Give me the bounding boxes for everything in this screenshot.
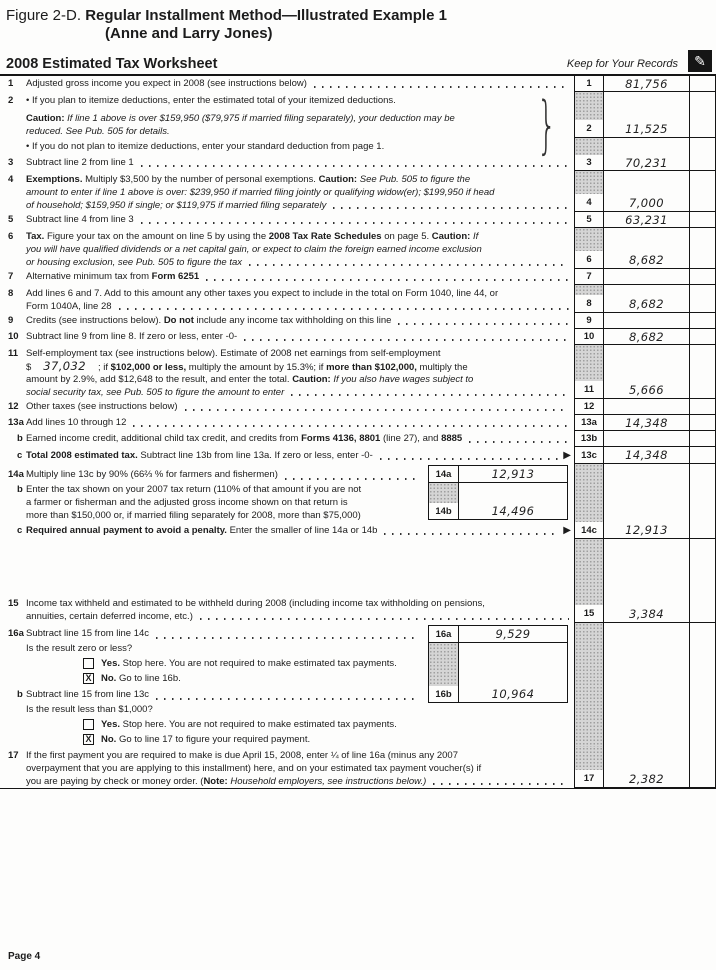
line-2-caution-1: Caution: If line 1 above is over $159,950 ($79,975 if married filing separately), your deduction may be [26,113,455,124]
line-3-row [0,155,716,171]
line-5-text: Subtract line 4 from line 3 [26,214,134,225]
line-6-amount[interactable]: 8,682 [629,252,664,267]
cents-cell [689,447,715,463]
line-1-text: Adjusted gross income you expect in 2008 (see instructions below) [26,78,307,89]
pencil-icon: ✎ [688,50,712,72]
line-16b-boxnum: 16b [429,686,459,702]
keep-for-records-note: Keep for Your Records [566,58,678,70]
line-6-row: 6 Tax. Figure your tax on the amount on line 5 by using the 2008 Tax Rate Schedules on page 5. Caution: If you will have qualified dividends or a net capital gain, or expect to claim the foreign earned income exclusion or housing exclusion, see Pub. 505 to figure the tax 6 8,682 [0,228,716,269]
line-11-number: 11 [8,348,19,359]
cents-cell [689,251,715,268]
line-7-number: 7 [8,271,14,282]
line-1-number: 1 [8,78,14,89]
self-employment-earnings-entry[interactable]: 37,032 [31,360,98,373]
dot-leader [384,533,558,535]
brace-glyph: } [536,87,557,161]
line-1-boxnum: 1 [574,76,604,91]
line-12-text: Other taxes (see instructions below) [26,401,178,412]
line-13a-row [0,415,716,431]
line-14b-number: b [17,484,23,495]
line-2-row-b [0,138,716,155]
line-14b-amount[interactable]: 14,496 [491,504,535,518]
line-13b-number: b [17,433,23,444]
line-15-boxnum: 15 [574,605,604,622]
line-11-row: 11 Self-employment tax (see instructions below). Estimate of 2008 net earnings from self-employment $ 37,032 ; if $102,000 or less, multiply the amount by 15.3%; if more than $102,000, multiply the amount by 2.9%, add $12,648 to the result, and enter the total. Caution: If you also have wages subject to social security tax, see Pub. 505 to figure the amount to enter 11 5,666 [0,345,716,399]
line-5-boxnum: 5 [574,212,604,227]
line-2-block [0,87,716,161]
line-4-number: 4 [8,174,14,185]
arrow-right-icon: ▶ [563,449,571,461]
line-15-row: 15 Income tax withheld and estimated to be withheld during 2008 (including income tax withholding on pensions, annuities, certain deferred income, etc.) 15 3,384 [0,595,716,623]
line-14c-row [0,522,716,539]
line-5-number: 5 [8,214,14,225]
line-10-text: Subtract line 9 from line 8. If zero or less, enter -0- [26,331,238,342]
line-3-amount[interactable]: 70,231 [625,155,668,170]
cents-cell [689,431,715,446]
checkbox-16a-yes[interactable] [83,658,94,669]
figure-header [0,0,716,43]
line-11-text: Self-employment tax (see instructions below). Estimate of 2008 net earnings from self-employment [26,348,441,359]
line-14c-text: Required annual payment to avoid a penalty. Enter the smaller of line 14a or 14b [26,524,378,536]
dot-leader [141,165,569,167]
line-17-amount[interactable]: 2,382 [629,771,664,786]
line-15-number: 15 [8,598,19,609]
inner-box-16 [428,625,568,703]
line-16a-no-label: No. Go to line 16b. [101,673,181,684]
line-16a-text: Subtract line 15 from line 14c [26,628,150,639]
dot-leader [133,425,569,427]
line-13c-boxnum: 13c [574,447,604,463]
line-10-number: 10 [8,331,19,342]
line-16b-yes-label: Yes. Stop here. You are not required to make estimated tax payments. [101,719,397,730]
figure-subtitle: (Anne and Larry Jones) [105,25,273,42]
line-7-row [0,269,716,285]
worksheet-header [0,43,716,76]
line-6-boxnum: 6 [574,251,604,268]
line-16a-amount[interactable]: 9,529 [495,627,531,641]
dot-leader [185,409,569,411]
line-15-amount[interactable]: 3,384 [629,606,664,621]
line-4-boxnum: 4 [574,194,604,211]
line-2-bullet-standard: • If you do not plan to itemize deductions, enter your standard deduction from page 1. [26,141,385,152]
dot-leader [249,264,569,266]
line-7-amount[interactable] [604,269,689,284]
dot-leader [469,441,569,443]
line-16a-question: Is the result zero or less? [26,643,133,654]
line-13c-number: c [17,449,23,461]
line-13a-boxnum: 13a [574,415,604,430]
line-14ab-row: 14a Multiply line 13c by 90% (66⅔ % for farmers and fishermen) b Enter the tax shown on your 2007 tax return (110% of that amount if you are not a farmer or fisherman and the adjusted gross income shown on that return is more than $150,000 or, if married filing separately for 2008, more than $75,000) 14a 12,913 14b 14,496 [0,464,716,522]
line-8-row: 8 Add lines 6 and 7. Add to this amount any other taxes you expect to include in the total on Form 1040, line 44, or Form 1040A, line 28 8 8,682 [0,285,716,313]
line-5-row [0,212,716,228]
line-1-amount[interactable]: 81,756 [625,76,668,91]
line-12-boxnum: 12 [574,399,604,414]
checkbox-16a-no[interactable]: X [83,673,94,684]
line-14a-amount[interactable]: 12,913 [491,467,535,481]
cents-cell [689,313,715,328]
line-12-row [0,399,716,415]
line-6-number: 6 [8,231,14,242]
line-8-number: 8 [8,288,14,299]
line-16a-number: 16a [8,628,24,639]
dot-leader [156,698,417,700]
dot-leader [244,339,569,341]
cents-cell [689,212,715,227]
line-12-number: 12 [8,401,19,412]
dot-leader [333,207,569,209]
line-14c-number: c [17,524,23,536]
cents-cell [689,605,715,622]
line-14c-boxnum: 14c [574,522,604,538]
line-15-text: Income tax withheld and estimated to be withheld during 2008 (including income tax withholding on pensions, [26,598,485,609]
line-13b-text: Earned income credit, additional child tax credit, and credits from Forms 4136, 8801 (line 27), and 8885 [26,433,463,444]
dot-leader [119,308,569,310]
caution-paragraph-row [0,539,716,595]
line-2-boxnum: 2 [574,120,604,137]
dot-leader [206,279,569,281]
line-10-amount[interactable]: 8,682 [629,329,664,344]
line-11-boxnum: 11 [574,381,604,398]
figure-title: Regular Installment Method—Illustrated Example 1 [85,7,447,24]
line-14c-amount[interactable]: 12,913 [625,523,668,537]
line-9-row [0,313,716,329]
line-11-amount[interactable]: 5,666 [629,382,664,397]
line-17-row: 17 If the first payment you are required to make is due April 15, 2008, enter ¼ of line 16a (minus any 2007 overpayment that you are applying to this installment) here, and on your estimated tax payment voucher(s) if you are paying by check or money order. (Note: Household employers, see instructions below.) 17 2,382 [0,747,716,789]
dot-leader [433,783,569,785]
line-4-row: 4 Exemptions. Multiply $3,500 by the number of personal exemptions. Caution: See Pub. 505 to figure the amount to enter if line 1 above is over: $239,950 if married filing jointly or qualifying widow(er); $199,950 if head of household; $159,950 if single; or $119,975 if married filing separately 4 7,000 [0,171,716,212]
arrow-right-icon: ▶ [563,524,571,536]
line-1-row [0,76,716,92]
line-17-text: If the first payment you are required to make is due April 15, 2008, enter ¼ of line 16a (minus any 2007 [26,750,458,761]
line-9-text: Credits (see instructions below). Do not include any income tax withholding on this line [26,315,392,326]
line-2-amount[interactable]: 11,525 [625,121,668,136]
line-9-number: 9 [8,315,14,326]
cents-cell [689,155,715,170]
line-13a-number: 13a [8,417,24,428]
line-2-row [0,92,716,138]
line-2-number: 2 [8,95,14,106]
line-4-text: Exemptions. Multiply $3,500 by the number of personal exemptions. Caution: See Pub. 505 to figure the [26,174,471,185]
line-17-boxnum: 17 [574,770,604,787]
cents-cell [689,381,715,398]
page-number: Page 4 [8,951,41,962]
line-10-row [0,329,716,345]
line-7-text: Alternative minimum tax from Form 6251 [26,271,200,282]
line-13a-text: Add lines 10 through 12 [26,417,127,428]
line-13b-boxnum: 13b [574,431,604,446]
line-2-bullet-itemize: • If you plan to itemize deductions, enter the estimated total of your itemized deductions. [26,95,396,106]
line-16b-amount[interactable]: 10,964 [491,687,535,701]
cents-cell [689,295,715,312]
checkbox-16b-yes[interactable] [83,719,94,730]
cents-cell [689,399,715,414]
line-14a-text: Multiply line 13c by 90% (66⅔ % for farmers and fishermen) [26,469,278,480]
dot-leader [398,323,569,325]
dot-leader [380,458,559,460]
line-3-boxnum: 3 [574,155,604,170]
inner-box-14 [428,465,568,520]
line-16b-no-label: No. Go to line 17 to figure your required payment. [101,734,311,745]
line-14b-text: Enter the tax shown on your 2007 tax return (110% of that amount if you are not [26,484,362,495]
figure-label: Figure 2-D. [6,7,82,24]
line-2-caution-2: reduced. See Pub. 505 for details. [26,126,170,137]
line-8-amount[interactable]: 8,682 [629,296,664,311]
line-17-number: 17 [8,750,19,761]
cents-cell [689,415,715,430]
line-14b-boxnum: 14b [429,503,459,519]
dot-leader [200,618,569,620]
checkbox-16b-no[interactable]: X [83,734,94,745]
dot-leader [291,394,569,396]
line-8-boxnum: 8 [574,295,604,312]
line-16b-text: Subtract line 15 from line 13c [26,689,150,700]
line-16a-boxnum: 16a [429,626,459,642]
line-14a-boxnum: 14a [429,466,459,482]
line-13b-amount[interactable] [604,431,689,446]
cents-cell [689,120,715,137]
line-13a-amount[interactable]: 14,348 [625,415,668,430]
line-16-block [0,623,716,747]
dot-leader [285,478,417,480]
line-13c-text: Total 2008 estimated tax. Subtract line 13b from line 13a. If zero or less, enter -0- [26,449,373,461]
cents-cell [689,269,715,284]
line-13c-row [0,447,716,464]
line-13c-amount[interactable]: 14,348 [625,448,668,462]
line-5-amount[interactable]: 63,231 [625,212,668,227]
dot-leader [314,86,569,88]
cents-cell [689,329,715,344]
line-10-boxnum: 10 [574,329,604,344]
worksheet-table [0,76,716,789]
line-16b-question: Is the result less than $1,000? [26,704,153,715]
cents-cell [689,194,715,211]
dot-leader [141,222,569,224]
cents-cell [689,770,715,787]
line-12-amount[interactable] [604,399,689,414]
line-16a-yes-label: Yes. Stop here. You are not required to make estimated tax payments. [101,658,397,669]
line-13b-row [0,431,716,447]
line-7-boxnum: 7 [574,269,604,284]
dot-leader [156,637,417,639]
worksheet-title: 2008 Estimated Tax Worksheet [6,56,218,72]
line-4-amount[interactable]: 7,000 [629,195,664,210]
line-3-text: Subtract line 2 from line 1 [26,157,134,168]
line-3-number: 3 [8,157,14,168]
cents-cell [689,76,715,91]
line-8-text: Add lines 6 and 7. Add to this amount any other taxes you expect to include in the total on Form 1040, line 44, or [26,288,499,299]
line-16b-number: b [17,689,23,700]
line-6-text: Tax. Figure your tax on the amount on line 5 by using the 2008 Tax Rate Schedules on page 5. Caution: If [26,231,479,242]
line-14a-number: 14a [8,469,24,480]
line-9-boxnum: 9 [574,313,604,328]
line-9-amount[interactable] [604,313,689,328]
cents-cell [689,522,715,538]
